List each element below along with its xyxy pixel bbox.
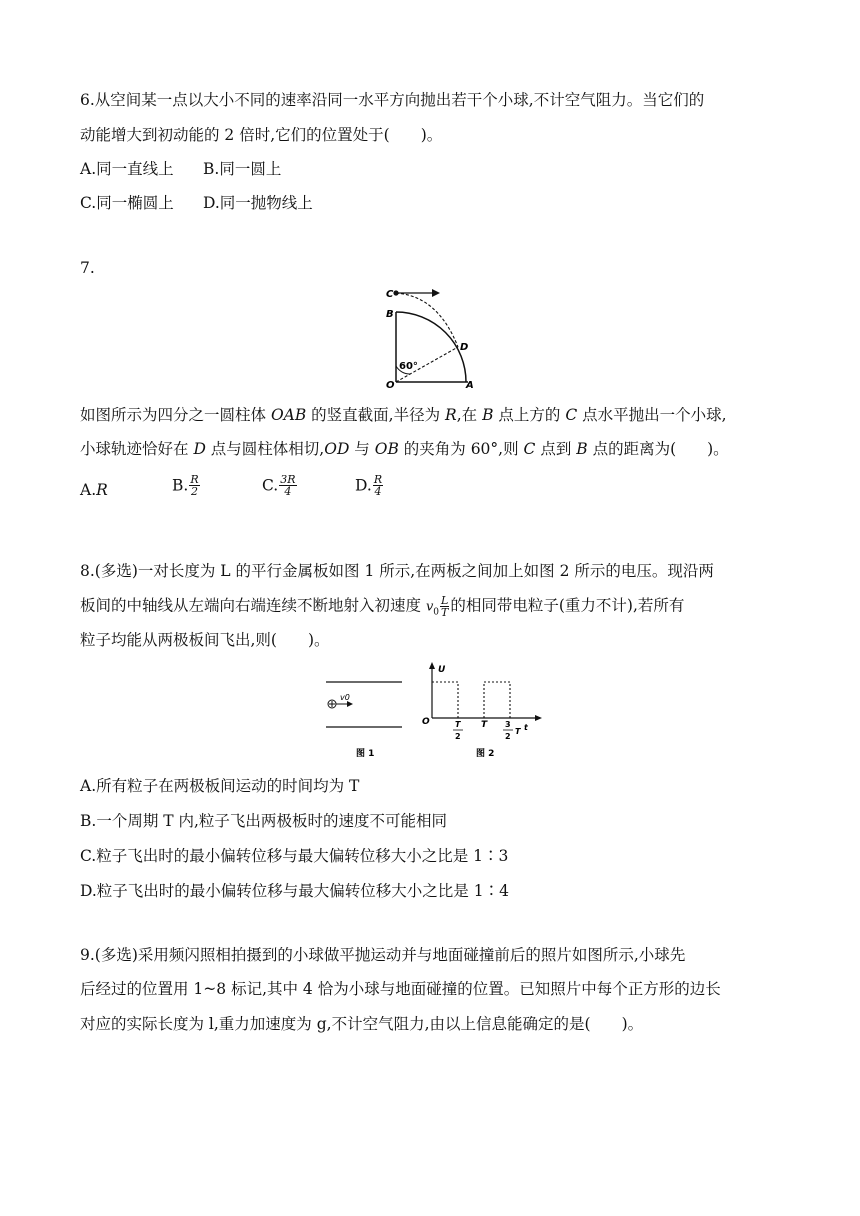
q8-option-b: B.一个周期 T 内,粒子飞出两极板时的速度不可能相同 bbox=[80, 812, 447, 830]
q7-option-c: C. $\frac{3R}{4}$ bbox=[262, 473, 296, 498]
q7-figure-quarter-cylinder bbox=[378, 284, 488, 392]
q8-half-t-num: T bbox=[455, 720, 461, 729]
q8-t-axis-label: t bbox=[524, 723, 528, 732]
q8-t-label: T bbox=[481, 720, 488, 730]
q7-label-o: O bbox=[386, 380, 395, 391]
q6-stem-line2: 动能增大到初动能的 2 倍时,它们的位置处于( )。 bbox=[80, 126, 443, 144]
q8-stem-line2: 板间的中轴线从左端向右端连续不断地射入初速度 $v_0$ $\frac{L}{T}$ 的相同带电粒子(重力不计),若所有 bbox=[80, 594, 685, 619]
q8-v0-label: v0 bbox=[340, 693, 350, 702]
q8-figure-2-voltage bbox=[418, 660, 548, 762]
q6-option-d: D.同一抛物线上 bbox=[203, 194, 313, 212]
q8-u-axis-label: U bbox=[438, 665, 446, 675]
q7-label-c: C bbox=[386, 289, 394, 300]
q7-label-b: B bbox=[386, 309, 394, 320]
q7-label-a: A bbox=[466, 380, 474, 391]
q8-three-den: 2 bbox=[505, 732, 511, 741]
q8-option-a: A.所有粒子在两极板间运动的时间均为 T bbox=[80, 777, 360, 795]
q7-stem-line1: 如图所示为四分之一圆柱体 OAB 的竖直截面,半径为 R,在 B 点上方的 C 点水平抛出一个小球, bbox=[80, 406, 727, 424]
q9-stem-line3: 对应的实际长度为 l,重力加速度为 g,不计空气阻力,由以上信息能确定的是( )。 bbox=[80, 1015, 644, 1033]
q8-stem-line1: 8.(多选)一对长度为 L 的平行金属板如图 1 所示,在两板之间加上如图 2 所示的电压。现沿两 bbox=[80, 562, 714, 580]
q6-option-c: C.同一椭圆上 bbox=[80, 194, 174, 212]
q8-half-t-den: 2 bbox=[455, 732, 461, 741]
q7-number: 7. bbox=[80, 259, 95, 277]
q8-fig1-caption: 图 1 bbox=[356, 749, 375, 759]
q7-stem-line2: 小球轨迹恰好在 D 点与圆柱体相切,OD 与 OB 的夹角为 60°,则 C 点到 B 点的距离为( )。 bbox=[80, 440, 729, 458]
q8-stem-line3: 粒子均能从两极板间飞出,则( )。 bbox=[80, 631, 330, 649]
q6-option-b: B.同一圆上 bbox=[203, 160, 282, 178]
q8-figure-1-plates bbox=[318, 672, 408, 762]
q8-three-num: 3 bbox=[505, 720, 511, 729]
q9-stem-line2: 后经过的位置用 1~8 标记,其中 4 恰为小球与地面碰撞的位置。已知照片中每个正方形的边长 bbox=[80, 980, 721, 998]
q8-option-c: C.粒子飞出时的最小偏转位移与最大偏转位移大小之比是 1∶3 bbox=[80, 847, 509, 865]
q7-option-d: D. $\frac{R}{4}$ bbox=[355, 473, 383, 498]
q7-option-a: A.R bbox=[80, 481, 108, 499]
q9-stem-line1: 9.(多选)采用频闪照相拍摄到的小球做平抛运动并与地面碰撞前后的照片如图所示,小球先 bbox=[80, 946, 686, 964]
q7-option-b: B. $\frac{R}{2}$ bbox=[172, 473, 199, 498]
q7-angle-label: 60° bbox=[399, 361, 418, 372]
q8-origin-label: O bbox=[422, 717, 430, 727]
q7-label-d: D bbox=[460, 342, 469, 353]
q8-three-t: T bbox=[515, 727, 521, 736]
q6-option-a: A.同一直线上 bbox=[80, 160, 174, 178]
q6-stem-line1: 6.从空间某一点以大小不同的速率沿同一水平方向抛出若干个小球,不计空气阻力。当它们的 bbox=[80, 91, 705, 109]
q8-fig2-caption: 图 2 bbox=[476, 749, 495, 759]
q8-option-d: D.粒子飞出时的最小偏转位移与最大偏转位移大小之比是 1∶4 bbox=[80, 882, 509, 900]
